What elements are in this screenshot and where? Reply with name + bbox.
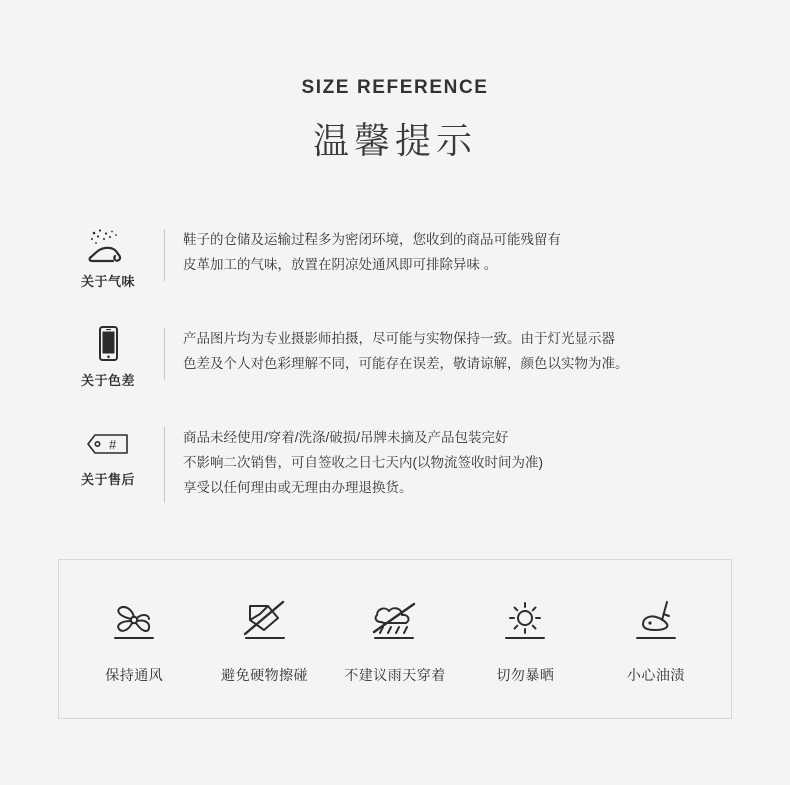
notice-icon-group (58, 324, 158, 389)
notice-row (58, 423, 742, 507)
odor-icon (58, 227, 158, 265)
care-label: 保持通风 (105, 667, 164, 683)
notice-line: 商品未经使用/穿着/洗涤/破损/吊牌未摘及产品包装完好 (183, 430, 509, 445)
notice-text (183, 423, 742, 500)
notice-line: 色差及个人对色彩理解不同，可能存在误差，敬请谅解，颜色以实物为准。 (183, 356, 629, 371)
page-title-cn: 温馨提示 (312, 120, 477, 161)
notice-icon-group (58, 225, 158, 290)
page-header (0, 0, 790, 159)
notice-list (0, 225, 790, 507)
notice-line: 鞋子的仓储及运输过程多为密闭环境，您收到的商品可能残留有 (183, 232, 561, 247)
care-item (591, 593, 721, 685)
no-hard-scratch-icon (199, 593, 329, 649)
notice-row (58, 324, 742, 389)
oil-stain-icon (591, 593, 721, 649)
notice-divider (164, 328, 165, 380)
notice-text (183, 324, 742, 376)
no-rain-icon (330, 593, 460, 649)
care-item (460, 593, 590, 685)
page-title-en: SIZE REFERENCE (301, 77, 489, 98)
care-label: 切勿暴晒 (496, 667, 555, 683)
notice-divider (164, 427, 165, 503)
smartphone-icon (58, 326, 158, 364)
notice-icon-group (58, 423, 158, 488)
notice-row (58, 225, 742, 290)
notice-divider (164, 229, 165, 281)
care-label: 小心油渍 (626, 667, 685, 683)
care-label: 避免硬物擦碰 (221, 667, 309, 683)
notice-label: 关于售后 (80, 472, 135, 487)
notice-label: 关于色差 (80, 373, 135, 388)
care-instructions-box (58, 559, 732, 719)
notice-text (183, 225, 742, 277)
notice-line: 享受以任何理由或无理由办理退换货。 (183, 480, 413, 495)
care-item (199, 593, 329, 685)
care-item (330, 593, 460, 685)
notice-label: 关于气味 (80, 274, 135, 289)
svg-text:#: # (109, 437, 117, 452)
care-item (69, 593, 199, 685)
notice-line: 皮革加工的气味，放置在阴凉处通风即可排除异味 。 (183, 257, 498, 272)
notice-line: 产品图片均为专业摄影师拍摄，尽可能与实物保持一致。由于灯光显示器 (183, 331, 615, 346)
fan-ventilation-icon (69, 593, 199, 649)
price-tag-icon (58, 425, 158, 463)
care-label: 不建议雨天穿着 (344, 667, 446, 683)
notice-line: 不影响二次销售，可自签收之日七天内(以物流签收时间为准) (183, 455, 543, 470)
no-sun-exposure-icon (460, 593, 590, 649)
